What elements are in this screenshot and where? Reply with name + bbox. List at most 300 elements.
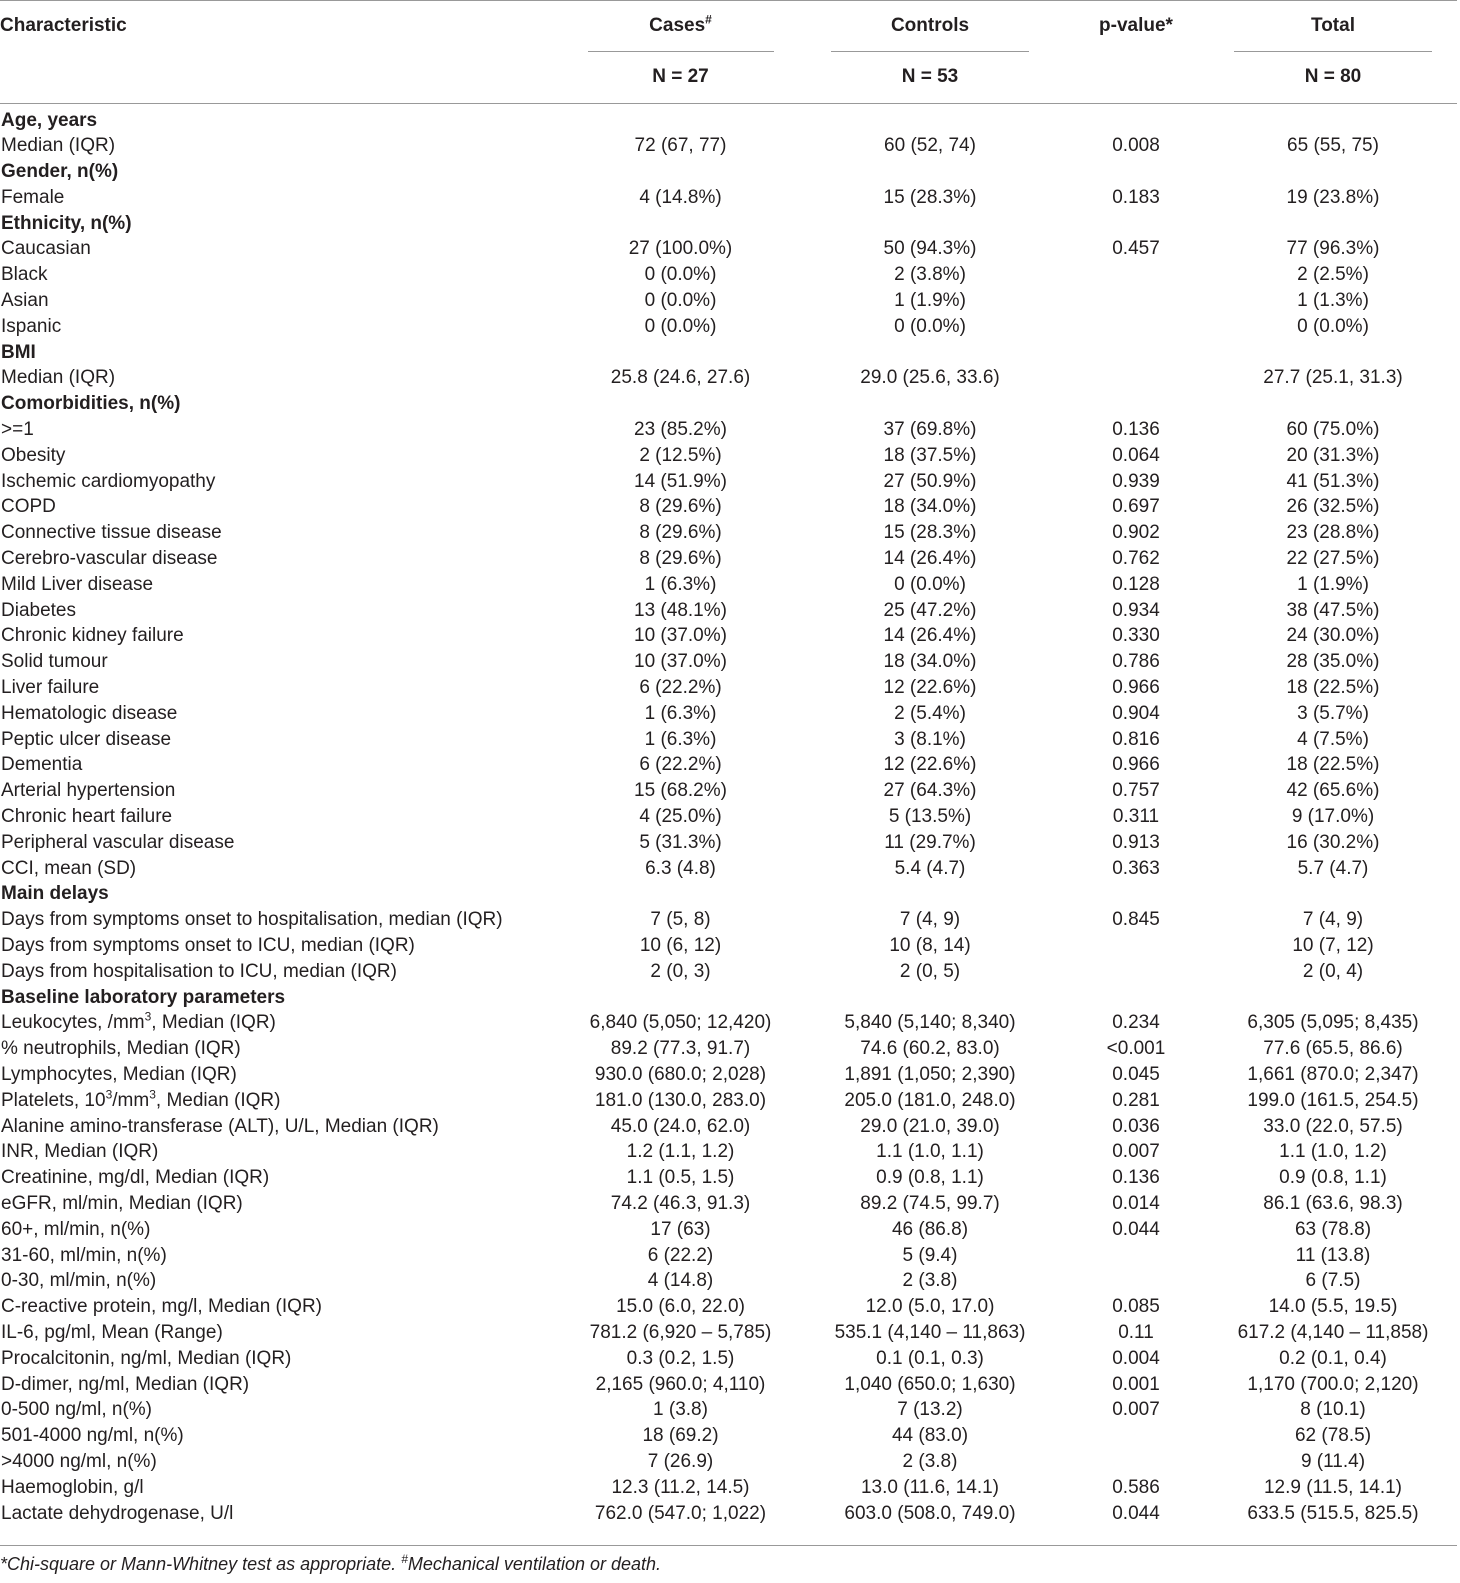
- cell-cases: 25.8 (24.6, 27.6): [610, 367, 751, 389]
- row-label: Haemoglobin, g/l: [1, 1476, 144, 1498]
- cell-pvalue: [1063, 365, 1209, 391]
- cell-pvalue: [1063, 1449, 1209, 1475]
- section-label: Ethnicity, n(%): [1, 212, 132, 234]
- cell-cases: 6 (22.2%): [639, 677, 722, 699]
- row-label: Days from symptoms onset to hospitalisation, median (IQR): [1, 909, 503, 931]
- header-blank: [0, 52, 564, 103]
- row-label: Ispanic: [1, 315, 62, 337]
- cell-pvalue: 0.128: [1112, 573, 1160, 595]
- cell-cases: 89.2 (77.3, 91.7): [610, 1038, 751, 1060]
- section-label: Gender, n(%): [1, 161, 119, 183]
- row-label: Obesity: [1, 444, 66, 466]
- cell-controls: 50 (94.3%): [883, 238, 977, 260]
- cell-total: [1209, 103, 1457, 133]
- section-row: [0, 881, 1457, 907]
- cell-total: 1.1 (1.0, 1.2): [1279, 1141, 1387, 1163]
- cell-controls: 12.0 (5.0, 17.0): [865, 1296, 995, 1318]
- row-label: Alanine amino-transferase (ALT), U/L, Median (IQR): [1, 1115, 439, 1137]
- section-label: BMI: [1, 341, 36, 363]
- table-row: [0, 494, 1457, 520]
- row-label: Black: [1, 264, 48, 286]
- cell-pvalue: [1063, 288, 1209, 314]
- cell-pvalue: 0.913: [1112, 831, 1160, 853]
- row-label: Diabetes: [1, 599, 76, 621]
- cell-total: 38 (47.5%): [1286, 599, 1380, 621]
- cell-cases: 8 (29.6%): [639, 522, 722, 544]
- cell-controls: [797, 159, 1063, 185]
- cell-total: 6 (7.5): [1305, 1270, 1361, 1292]
- row-label: Arterial hypertension: [1, 780, 176, 802]
- cell-cases: 6 (22.2): [647, 1244, 714, 1266]
- cell-cases: 8 (29.6%): [639, 548, 722, 570]
- cell-pvalue: 0.281: [1112, 1089, 1160, 1111]
- cell-cases: 2 (0, 3): [650, 960, 711, 982]
- cell-total: [1209, 985, 1457, 1011]
- cell-pvalue: [1063, 159, 1209, 185]
- cell-total: 86.1 (63.6, 98.3): [1263, 1192, 1403, 1214]
- cell-total: 26 (32.5%): [1286, 496, 1380, 518]
- cell-pvalue: [1063, 959, 1209, 985]
- cell-cases: 15 (68.2%): [634, 780, 727, 802]
- cell-pvalue: 0.786: [1112, 651, 1160, 673]
- cell-cases: 1 (6.3%): [644, 573, 717, 595]
- cell-controls: 29.0 (25.6, 33.6): [860, 367, 1000, 389]
- cell-total: 11 (13.8): [1295, 1244, 1371, 1266]
- table-row: [0, 185, 1457, 211]
- table-row: [0, 365, 1457, 391]
- cell-total: 0.9 (0.8, 1.1): [1279, 1167, 1387, 1189]
- table-row: [0, 1088, 1457, 1114]
- row-label: Caucasian: [1, 238, 91, 260]
- cell-cases: 4 (14.8): [647, 1270, 714, 1292]
- row-label: Platelets, $10^3/mm^3$, Median (IQR): [1, 1087, 281, 1111]
- cell-cases: 10 (6, 12): [639, 935, 722, 956]
- cell-pvalue: 0.11: [1118, 1321, 1154, 1343]
- table-row: [0, 546, 1457, 572]
- cell-controls: 2 (3.8): [902, 1450, 958, 1472]
- table-row: [0, 133, 1457, 159]
- cell-cases: 181.0 (130.0, 283.0): [594, 1089, 767, 1111]
- row-label: Asian: [1, 290, 49, 312]
- cell-total: [1209, 159, 1457, 185]
- cell-total: 617.2 (4,140 – 11,858): [1237, 1321, 1429, 1343]
- cell-total: 20 (31.3%): [1286, 444, 1380, 466]
- cell-controls: 89.2 (74.5, 99.7): [860, 1192, 1000, 1214]
- header-total: Total: [1209, 1, 1457, 53]
- cell-total: 10 (7, 12): [1292, 935, 1374, 956]
- cell-total: 1,170 (700.0; 2,120): [1247, 1373, 1419, 1395]
- cell-controls: 37 (69.8%): [883, 419, 977, 441]
- row-label: Cerebro-vascular disease: [1, 548, 218, 570]
- cell-cases: [564, 881, 797, 907]
- table-row: [0, 778, 1457, 804]
- cell-pvalue: [1063, 933, 1209, 959]
- table-row: [0, 1268, 1457, 1294]
- cell-controls: [797, 103, 1063, 133]
- table-row: [0, 623, 1457, 649]
- section-row: [0, 985, 1457, 1011]
- cell-total: 18 (22.5%): [1286, 754, 1380, 776]
- cell-pvalue: [1063, 314, 1209, 340]
- cell-cases: 15.0 (6.0, 22.0): [616, 1296, 745, 1318]
- cell-pvalue: <0.001: [1106, 1038, 1166, 1060]
- cell-cases: 1.1 (0.5, 1.5): [626, 1167, 735, 1189]
- cell-cases: 0.3 (0.2, 1.5): [626, 1347, 735, 1369]
- cell-controls: 1.1 (1.0, 1.1): [876, 1141, 984, 1163]
- cell-total: [1209, 881, 1457, 907]
- cell-pvalue: 0.966: [1112, 677, 1160, 699]
- cell-cases: 6,840 (5,050; 12,420): [589, 1012, 772, 1034]
- cell-controls: 12 (22.6%): [883, 754, 977, 776]
- cell-controls: [797, 391, 1063, 417]
- row-label: IL-6, pg/ml, Mean (Range): [1, 1321, 223, 1343]
- cell-cases: 6 (22.2%): [639, 754, 722, 776]
- cell-pvalue: 0.045: [1112, 1063, 1160, 1085]
- cell-controls: 25 (47.2%): [883, 599, 977, 621]
- row-label: Dementia: [1, 754, 83, 776]
- cell-total: 1 (1.9%): [1297, 573, 1369, 595]
- cell-cases: [564, 985, 797, 1011]
- cell-controls: 2 (3.8): [902, 1270, 958, 1292]
- cell-cases: 12.3 (11.2, 14.5): [611, 1476, 750, 1498]
- cell-cases: 0 (0.0%): [644, 290, 717, 312]
- cell-cases: 1.2 (1.1, 1.2): [626, 1141, 735, 1163]
- cell-controls: 2 (3.8%): [894, 264, 966, 286]
- row-label: Connective tissue disease: [1, 522, 222, 544]
- cell-pvalue: 0.904: [1112, 702, 1160, 724]
- cell-total: [1209, 211, 1457, 237]
- cell-controls: [797, 985, 1063, 1011]
- table-row: [0, 236, 1457, 262]
- cell-controls: 2 (0, 5): [899, 960, 961, 982]
- cell-pvalue: 0.008: [1112, 135, 1160, 157]
- cell-pvalue: [1063, 1268, 1209, 1294]
- cell-total: 33.0 (22.0, 57.5): [1263, 1115, 1403, 1137]
- cell-total: 42 (65.6%): [1286, 780, 1380, 802]
- cell-pvalue: [1063, 211, 1209, 237]
- cell-pvalue: 0.934: [1112, 599, 1160, 621]
- table-row: [0, 1320, 1457, 1346]
- cell-controls: [797, 881, 1063, 907]
- row-label: COPD: [1, 496, 56, 518]
- cell-cases: [564, 391, 797, 417]
- cell-pvalue: 0.697: [1112, 496, 1160, 518]
- row-label: 0-30, ml/min, n(%): [1, 1270, 157, 1292]
- table-row: [0, 675, 1457, 701]
- table-row: [0, 443, 1457, 469]
- cell-total: 24 (30.0%): [1286, 625, 1380, 647]
- row-label: 31-60, ml/min, n(%): [1, 1244, 167, 1266]
- row-label: Peptic ulcer disease: [1, 728, 172, 750]
- cell-controls: 29.0 (21.0, 39.0): [860, 1115, 1000, 1137]
- table-row: [0, 1397, 1457, 1423]
- cell-controls: 74.6 (60.2, 83.0): [860, 1038, 1000, 1060]
- cell-total: 199.0 (161.5, 254.5): [1247, 1089, 1419, 1111]
- cell-controls: 18 (34.0%): [883, 496, 977, 518]
- table-row: [0, 417, 1457, 443]
- cell-controls: 14 (26.4%): [883, 548, 977, 570]
- cell-controls: 5.4 (4.7): [894, 857, 966, 879]
- row-label: D-dimer, ng/ml, Median (IQR): [1, 1373, 250, 1395]
- cell-controls: 15 (28.3%): [883, 186, 977, 208]
- cell-cases: 7 (26.9): [647, 1450, 714, 1472]
- cell-pvalue: 0.845: [1112, 909, 1160, 931]
- header-controls: Controls: [797, 1, 1063, 53]
- section-row: [0, 159, 1457, 185]
- table-footnote: *Chi-square or Mann-Whitney test as appropriate. #Mechanical ventilation or death.: [0, 1545, 1457, 1575]
- row-label: Days from hospitalisation to ICU, median (IQR): [1, 960, 397, 982]
- cell-cases: 0 (0.0%): [644, 264, 717, 286]
- table-row: [0, 1217, 1457, 1243]
- header-n-cases: N = 27: [564, 52, 797, 103]
- table-row: [0, 933, 1457, 959]
- cell-cases: 0 (0.0%): [644, 315, 717, 337]
- cell-cases: 8 (29.6%): [639, 496, 722, 518]
- cell-pvalue: 0.064: [1112, 444, 1160, 466]
- table-row: [0, 520, 1457, 546]
- cell-cases: [564, 211, 797, 237]
- cell-cases: 781.2 (6,920 – 5,785): [589, 1321, 772, 1343]
- cell-total: 77 (96.3%): [1286, 238, 1380, 260]
- table-row: [0, 1423, 1457, 1449]
- row-label: Creatinine, mg/dl, Median (IQR): [1, 1167, 270, 1189]
- cell-pvalue: [1063, 881, 1209, 907]
- cell-pvalue: 0.939: [1112, 470, 1160, 492]
- cell-cases: 1 (3.8): [653, 1399, 708, 1421]
- cell-controls: 0 (0.0%): [894, 315, 966, 337]
- row-label: Solid tumour: [1, 651, 108, 673]
- row-label: Median (IQR): [1, 367, 116, 389]
- cell-pvalue: 0.001: [1112, 1373, 1160, 1395]
- row-label: Lactate dehydrogenase, U/l: [1, 1502, 234, 1524]
- cell-controls: 7 (4, 9): [899, 909, 961, 931]
- cell-controls: 603.0 (508.0, 749.0): [844, 1502, 1016, 1524]
- cell-cases: 18 (69.2): [642, 1425, 719, 1447]
- cell-pvalue: 0.004: [1112, 1347, 1160, 1369]
- cell-controls: 44 (83.0): [891, 1425, 969, 1447]
- table-row: [0, 1372, 1457, 1398]
- table-row: [0, 1139, 1457, 1165]
- table-row: [0, 1114, 1457, 1140]
- row-label: Female: [1, 186, 65, 208]
- row-label: Leukocytes, $/mm^3$, Median (IQR): [1, 1010, 276, 1034]
- cell-controls: 0.1 (0.1, 0.3): [876, 1347, 984, 1369]
- table-row: [0, 959, 1457, 985]
- row-label: Lymphocytes, Median (IQR): [1, 1063, 237, 1085]
- cell-pvalue: [1063, 985, 1209, 1011]
- cell-total: 1 (1.3%): [1297, 290, 1369, 312]
- table-header: [0, 1, 1457, 104]
- cell-pvalue: 0.586: [1112, 1476, 1160, 1498]
- cell-pvalue: 0.136: [1112, 419, 1160, 441]
- cell-controls: 205.0 (181.0, 248.0): [844, 1089, 1016, 1111]
- cell-cases: 1 (6.3%): [644, 702, 717, 724]
- cell-cases: 74.2 (46.3, 91.3): [610, 1192, 751, 1214]
- table-row: [0, 572, 1457, 598]
- section-row: [0, 103, 1457, 133]
- table-row: [0, 288, 1457, 314]
- cell-pvalue: 0.007: [1112, 1399, 1160, 1421]
- cell-controls: 1,891 (1,050; 2,390): [844, 1063, 1016, 1085]
- cell-controls: 5 (13.5%): [888, 806, 972, 828]
- cell-total: 62 (78.5): [1294, 1425, 1372, 1447]
- table-row: [0, 856, 1457, 882]
- table-row: [0, 649, 1457, 675]
- cell-controls: 14 (26.4%): [883, 625, 977, 647]
- table-row: [0, 598, 1457, 624]
- header-cases: Cases#: [564, 1, 797, 53]
- cell-pvalue: 0.085: [1112, 1296, 1160, 1318]
- cell-pvalue: 0.330: [1112, 625, 1160, 647]
- table-row: [0, 1449, 1457, 1475]
- cell-controls: 11 (29.7%): [884, 831, 976, 853]
- cell-pvalue: 0.311: [1112, 806, 1160, 828]
- cell-pvalue: 0.457: [1112, 238, 1160, 260]
- row-label: Hematologic disease: [1, 702, 178, 724]
- row-label: C-reactive protein, mg/l, Median (IQR): [1, 1296, 322, 1318]
- cell-pvalue: 0.762: [1112, 548, 1160, 570]
- cell-cases: 4 (14.8%): [639, 186, 722, 208]
- row-label: Peripheral vascular disease: [1, 831, 235, 853]
- table-row: [0, 1243, 1457, 1269]
- row-label: Median (IQR): [1, 135, 116, 157]
- cell-cases: 1 (6.3%): [644, 728, 717, 750]
- cell-total: 14.0 (5.5, 19.5): [1268, 1296, 1398, 1318]
- cell-total: 0 (0.0%): [1297, 315, 1369, 337]
- cell-cases: 45.0 (24.0, 62.0): [610, 1115, 751, 1137]
- cell-pvalue: 0.902: [1112, 522, 1160, 544]
- cell-controls: [797, 340, 1063, 366]
- cell-controls: 27 (64.3%): [883, 780, 977, 802]
- cell-total: 19 (23.8%): [1286, 186, 1380, 208]
- row-label: Mild Liver disease: [1, 573, 154, 595]
- cell-total: 9 (11.4): [1300, 1450, 1366, 1472]
- cell-total: [1209, 391, 1457, 417]
- cell-total: 23 (28.8%): [1286, 522, 1380, 544]
- section-label: Main delays: [1, 883, 109, 905]
- cell-total: [1209, 340, 1457, 366]
- cell-pvalue: 0.234: [1112, 1012, 1160, 1034]
- cell-pvalue: 0.183: [1112, 186, 1160, 208]
- row-label: INR, Median (IQR): [1, 1141, 159, 1163]
- cell-total: 77.6 (65.5, 86.6): [1263, 1038, 1403, 1060]
- cell-total: 3 (5.7%): [1297, 702, 1369, 724]
- cell-controls: [797, 211, 1063, 237]
- section-label: Age, years: [1, 109, 98, 131]
- cell-pvalue: 0.007: [1112, 1141, 1160, 1163]
- cell-controls: 13.0 (11.6, 14.1): [860, 1476, 1000, 1498]
- section-label: Comorbidities, n(%): [1, 393, 181, 415]
- table-row: [0, 1062, 1457, 1088]
- table-row: [0, 701, 1457, 727]
- cell-cases: [564, 340, 797, 366]
- cell-cases: 4 (25.0%): [639, 806, 722, 828]
- row-label: Ischemic cardiomyopathy: [1, 470, 216, 492]
- row-label: % neutrophils, Median (IQR): [1, 1038, 241, 1060]
- row-label: Chronic kidney failure: [1, 625, 184, 647]
- cell-total: 7 (4, 9): [1302, 909, 1364, 931]
- cell-total: 18 (22.5%): [1286, 677, 1380, 699]
- cell-pvalue: [1063, 262, 1209, 288]
- cell-cases: 2,165 (960.0; 4,110): [595, 1373, 766, 1395]
- row-label: eGFR, ml/min, Median (IQR): [1, 1192, 243, 1214]
- row-label: Days from symptoms onset to ICU, median (IQR): [1, 935, 415, 956]
- cell-total: 6,305 (5,095; 8,435): [1247, 1012, 1419, 1034]
- cell-controls: 18 (34.0%): [883, 651, 977, 673]
- cell-total: 0.2 (0.1, 0.4): [1279, 1347, 1387, 1369]
- cell-pvalue: [1063, 1243, 1209, 1269]
- section-row: [0, 211, 1457, 237]
- cell-controls: 1 (1.9%): [894, 290, 966, 312]
- row-label: 60+, ml/min, n(%): [1, 1218, 151, 1240]
- cell-controls: 46 (86.8): [891, 1218, 969, 1240]
- cell-total: 4 (7.5%): [1297, 728, 1369, 750]
- table-row: [0, 1191, 1457, 1217]
- table-row: [0, 469, 1457, 495]
- table-row: [0, 262, 1457, 288]
- row-label: Chronic heart failure: [1, 806, 173, 828]
- cell-total: 9 (17.0%): [1291, 806, 1375, 828]
- cell-controls: 2 (5.4%): [894, 702, 966, 724]
- row-label: 0-500 ng/ml, n(%): [1, 1399, 153, 1421]
- section-row: [0, 391, 1457, 417]
- cell-pvalue: 0.757: [1112, 780, 1160, 802]
- cell-total: 633.5 (515.5, 825.5): [1247, 1502, 1419, 1524]
- cell-total: 60 (75.0%): [1286, 419, 1380, 441]
- row-label: Procalcitonin, ng/ml, Median (IQR): [1, 1347, 292, 1369]
- cell-total: 2 (0, 4): [1302, 960, 1364, 982]
- table-row: [0, 727, 1457, 753]
- cell-pvalue: 0.044: [1112, 1218, 1160, 1240]
- table-row: [0, 1010, 1457, 1036]
- row-label: Liver failure: [1, 677, 100, 699]
- table-row: [0, 907, 1457, 933]
- table-row: [0, 1475, 1457, 1501]
- cell-pvalue: [1063, 391, 1209, 417]
- cell-pvalue: 0.036: [1112, 1115, 1160, 1137]
- cell-total: 63 (78.8): [1294, 1218, 1372, 1240]
- table-row: [0, 1294, 1457, 1320]
- cell-total: 27.7 (25.1, 31.3): [1263, 367, 1403, 389]
- header-n-total: N = 80: [1209, 52, 1457, 103]
- cell-cases: [564, 159, 797, 185]
- cell-cases: 13 (48.1%): [634, 599, 727, 621]
- table-row: [0, 1346, 1457, 1372]
- cell-total: 65 (55, 75): [1287, 135, 1379, 157]
- cell-pvalue: 0.363: [1112, 857, 1160, 879]
- table-row: [0, 804, 1457, 830]
- cell-cases: 27 (100.0%): [628, 238, 733, 260]
- cell-cases: 7 (5, 8): [650, 909, 711, 931]
- cell-controls: 10 (8, 14): [889, 935, 971, 956]
- row-label: >=1: [1, 419, 34, 441]
- header-pvalue: p-value*: [1063, 1, 1209, 53]
- table-row: [0, 314, 1457, 340]
- section-label: Baseline laboratory parameters: [1, 986, 286, 1008]
- cell-total: 1,661 (870.0; 2,347): [1247, 1063, 1419, 1085]
- cell-cases: 930.0 (680.0; 2,028): [594, 1063, 767, 1085]
- cell-total: 8 (10.1): [1300, 1399, 1366, 1421]
- cell-total: 28 (35.0%): [1286, 651, 1380, 673]
- cell-total: 16 (30.2%): [1286, 831, 1380, 853]
- cell-cases: 10 (37.0%): [634, 651, 727, 673]
- table-row: [0, 1165, 1457, 1191]
- cell-cases: 2 (12.5%): [639, 444, 722, 466]
- cell-cases: 14 (51.9%): [634, 470, 727, 492]
- cell-pvalue: 0.816: [1112, 728, 1160, 750]
- cell-pvalue: 0.014: [1112, 1192, 1160, 1214]
- header-characteristic: Characteristic: [0, 1, 564, 53]
